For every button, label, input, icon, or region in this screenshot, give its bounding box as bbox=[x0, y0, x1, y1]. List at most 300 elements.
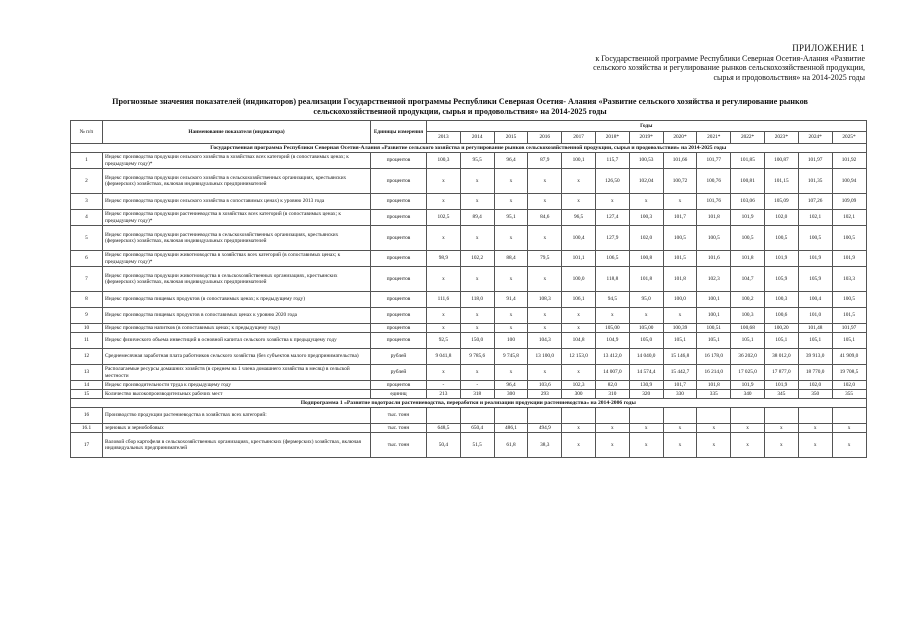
unit-cell: процентов bbox=[371, 251, 427, 267]
value-cell: 340 bbox=[731, 390, 765, 399]
value-cell: 9 041,8 bbox=[427, 349, 461, 365]
value-cell: 101,8 bbox=[663, 267, 697, 292]
value-cell: 100,4 bbox=[798, 292, 832, 308]
value-cell: 101,66 bbox=[663, 153, 697, 169]
header-year: 2014 bbox=[460, 132, 494, 144]
unit-cell: тыс. тонн bbox=[371, 433, 427, 458]
value-cell bbox=[629, 408, 663, 424]
value-cell: 19 708,5 bbox=[832, 365, 866, 381]
header-year: 2018* bbox=[595, 132, 629, 144]
row-number: 15 bbox=[71, 390, 103, 399]
value-cell bbox=[731, 408, 765, 424]
value-cell: x bbox=[663, 194, 697, 210]
value-cell: 14 574,4 bbox=[629, 365, 663, 381]
indicator-name: Среднемесячная заработная плата работников сельского хозяйства (без субъектов малого предпринимательства) bbox=[103, 349, 371, 365]
value-cell: - bbox=[460, 381, 494, 390]
document-title-line: Прогнозные значения показателей (индикаторов) реализации Государственной программы Республики Северная Осетия- Алания «Развитие сельского хозяйства и регулирование рынков bbox=[112, 97, 808, 106]
value-cell: 14 040,0 bbox=[629, 349, 663, 365]
value-cell: 101,76 bbox=[697, 194, 731, 210]
value-cell: 105,1 bbox=[697, 333, 731, 349]
row-number: 7 bbox=[71, 267, 103, 292]
value-cell bbox=[798, 408, 832, 424]
value-cell: x bbox=[460, 365, 494, 381]
value-cell: 96,4 bbox=[494, 153, 528, 169]
row-number: 1 bbox=[71, 153, 103, 169]
document-title-line: сельскохозяйственной продукции, сырья и продовольствия» на 2014-2025 годы bbox=[313, 107, 607, 116]
row-number: 3 bbox=[71, 194, 103, 210]
value-cell: x bbox=[663, 433, 697, 458]
appendix-block bbox=[565, 44, 865, 82]
table-row bbox=[71, 292, 867, 308]
value-cell: x bbox=[629, 308, 663, 324]
value-cell: 102,5 bbox=[427, 210, 461, 226]
value-cell: 50,4 bbox=[427, 433, 461, 458]
table-row bbox=[71, 324, 867, 333]
value-cell bbox=[528, 408, 562, 424]
value-cell: 115,7 bbox=[595, 153, 629, 169]
value-cell: 15 146,8 bbox=[663, 349, 697, 365]
value-cell bbox=[697, 408, 731, 424]
value-cell: 102,04 bbox=[629, 169, 663, 194]
value-cell: 12 153,0 bbox=[562, 349, 596, 365]
value-cell: 100,51 bbox=[697, 324, 731, 333]
header-year: 2015 bbox=[494, 132, 528, 144]
row-number: 16.1 bbox=[71, 424, 103, 433]
indicator-name: Валовой сбор картофеля в сельскохозяйственных организациях, крестьянских (фермерских) хозяйствах, включая индивидуальных предпринимателей bbox=[103, 433, 371, 458]
value-cell: 101,9 bbox=[731, 381, 765, 390]
table-row bbox=[71, 408, 867, 424]
value-cell: x bbox=[427, 169, 461, 194]
value-cell: x bbox=[832, 424, 866, 433]
indicator-name: Индекс производства пищевых продуктов (в сопоставимых ценах; к предыдущему году) bbox=[103, 292, 371, 308]
value-cell: 102,1 bbox=[798, 210, 832, 226]
value-cell: 648,5 bbox=[427, 424, 461, 433]
table-row bbox=[71, 308, 867, 324]
value-cell: 650,4 bbox=[460, 424, 494, 433]
value-cell: x bbox=[562, 324, 596, 333]
row-number: 9 bbox=[71, 308, 103, 324]
table-row bbox=[71, 433, 867, 458]
value-cell: 13 412,0 bbox=[595, 349, 629, 365]
document-title bbox=[70, 97, 850, 117]
indicator-name: Индекс производства продукции животноводства в сельскохозяйственных организациях, крестьянских (фермерских) хозяйствах, включая индивидуальных предпринимателей bbox=[103, 267, 371, 292]
value-cell: 105,1 bbox=[663, 333, 697, 349]
value-cell: 88,4 bbox=[494, 251, 528, 267]
value-cell: 101,0 bbox=[798, 308, 832, 324]
value-cell: 100,3 bbox=[731, 308, 765, 324]
value-cell: 105,0 bbox=[629, 333, 663, 349]
header-year: 2021* bbox=[697, 132, 731, 144]
value-cell: 82,0 bbox=[595, 381, 629, 390]
value-cell: 101,97 bbox=[798, 153, 832, 169]
value-cell: 100,1 bbox=[562, 153, 596, 169]
value-cell: x bbox=[494, 194, 528, 210]
value-cell: 102,0 bbox=[832, 381, 866, 390]
value-cell: 95,5 bbox=[460, 153, 494, 169]
unit-cell: процентов bbox=[371, 308, 427, 324]
table-row bbox=[71, 226, 867, 251]
value-cell: 87,9 bbox=[528, 153, 562, 169]
value-cell: 100,1 bbox=[697, 308, 731, 324]
value-cell: 101,92 bbox=[832, 153, 866, 169]
value-cell: 105,00 bbox=[629, 324, 663, 333]
value-cell: x bbox=[494, 365, 528, 381]
unit-cell: процентов bbox=[371, 267, 427, 292]
header-year: 2025* bbox=[832, 132, 866, 144]
value-cell: 100,4 bbox=[562, 226, 596, 251]
unit-cell: процентов bbox=[371, 333, 427, 349]
value-cell bbox=[832, 408, 866, 424]
header-num: № п/п bbox=[71, 121, 103, 144]
value-cell: 101,85 bbox=[731, 153, 765, 169]
value-cell: 100,5 bbox=[798, 226, 832, 251]
table-row bbox=[71, 381, 867, 390]
value-cell: x bbox=[562, 308, 596, 324]
value-cell bbox=[595, 408, 629, 424]
value-cell: 105,1 bbox=[798, 333, 832, 349]
row-number: 17 bbox=[71, 433, 103, 458]
table-row bbox=[71, 169, 867, 194]
value-cell: 100,5 bbox=[832, 226, 866, 251]
unit-cell: процентов bbox=[371, 169, 427, 194]
value-cell: x bbox=[629, 424, 663, 433]
unit-cell: процентов bbox=[371, 381, 427, 390]
table-row bbox=[71, 365, 867, 381]
value-cell: 130,9 bbox=[629, 381, 663, 390]
value-cell: x bbox=[494, 308, 528, 324]
value-cell: x bbox=[663, 424, 697, 433]
value-cell: 95,1 bbox=[494, 210, 528, 226]
value-cell: 104,7 bbox=[731, 267, 765, 292]
value-cell: 104,9 bbox=[595, 333, 629, 349]
value-cell: 100,39 bbox=[663, 324, 697, 333]
value-cell: 293 bbox=[528, 390, 562, 399]
value-cell: 101,1 bbox=[562, 251, 596, 267]
unit-cell: тыс. тонн bbox=[371, 424, 427, 433]
unit-cell: процентов bbox=[371, 226, 427, 251]
indicator-name: Количество высокопроизводительных рабочих мест bbox=[103, 390, 371, 399]
value-cell: 105,09 bbox=[764, 194, 798, 210]
indicator-name: Индекс производства продукции сельского хозяйства в сельскохозяйственных организациях, крестьянских (фермерских) хозяйствах, включая индивидуальных предпринимателей bbox=[103, 169, 371, 194]
row-number: 4 bbox=[71, 210, 103, 226]
unit-cell: процентов bbox=[371, 324, 427, 333]
value-cell: 95,0 bbox=[629, 292, 663, 308]
value-cell: 101,35 bbox=[798, 169, 832, 194]
value-cell: 127,4 bbox=[595, 210, 629, 226]
value-cell: 61,8 bbox=[494, 433, 528, 458]
value-cell: 100,8 bbox=[629, 251, 663, 267]
value-cell: 118,0 bbox=[460, 292, 494, 308]
value-cell: x bbox=[629, 433, 663, 458]
section-program-label: Государственная программа Республики Северная Осетия-Алания «Развитие сельского хозяйства и регулирование рынков сельскохозяйственной продукции, сырья и продовольствия» на 2014-2025 годы bbox=[71, 144, 867, 153]
value-cell: 89,4 bbox=[460, 210, 494, 226]
value-cell: x bbox=[798, 433, 832, 458]
value-cell: 494,9 bbox=[528, 424, 562, 433]
value-cell: 100,2 bbox=[731, 292, 765, 308]
value-cell bbox=[494, 408, 528, 424]
indicator-name: Индекс производства продукции животноводства в хозяйствах всех категорий (в сопоставимых ценах; к предыдущему году)* bbox=[103, 251, 371, 267]
row-number: 10 bbox=[71, 324, 103, 333]
value-cell: 101,15 bbox=[764, 169, 798, 194]
value-cell: 101,97 bbox=[832, 324, 866, 333]
value-cell: 320 bbox=[629, 390, 663, 399]
value-cell: 39 913,0 bbox=[798, 349, 832, 365]
indicator-name: Производство продукции растениеводства в хозяйствах всех категорий: bbox=[103, 408, 371, 424]
value-cell: 100,6 bbox=[764, 308, 798, 324]
value-cell: x bbox=[731, 433, 765, 458]
value-cell: 105,9 bbox=[798, 267, 832, 292]
value-cell: 105,1 bbox=[731, 333, 765, 349]
value-cell: 101,6 bbox=[697, 251, 731, 267]
value-cell: x bbox=[494, 267, 528, 292]
value-cell: 310 bbox=[595, 390, 629, 399]
indicator-name: Индекс производства пищевых продуктов в сопоставимых ценах к уровню 2020 года bbox=[103, 308, 371, 324]
value-cell: 100,3 bbox=[629, 210, 663, 226]
row-number: 13 bbox=[71, 365, 103, 381]
value-cell: x bbox=[595, 308, 629, 324]
value-cell: x bbox=[528, 365, 562, 381]
row-number: 6 bbox=[71, 251, 103, 267]
value-cell: 101,9 bbox=[764, 381, 798, 390]
value-cell: 17 877,0 bbox=[764, 365, 798, 381]
appendix-line: сельского хозяйства и регулирование рынков сельскохозяйственной продукции, bbox=[593, 63, 865, 72]
value-cell: 36 202,0 bbox=[731, 349, 765, 365]
value-cell: 101,9 bbox=[764, 251, 798, 267]
value-cell: 100,3 bbox=[764, 292, 798, 308]
value-cell: 18 770,0 bbox=[798, 365, 832, 381]
header-year: 2020* bbox=[663, 132, 697, 144]
value-cell: 100,5 bbox=[697, 226, 731, 251]
value-cell: x bbox=[595, 433, 629, 458]
value-cell: x bbox=[562, 433, 596, 458]
value-cell: x bbox=[595, 424, 629, 433]
value-cell: x bbox=[528, 169, 562, 194]
value-cell: 100,81 bbox=[731, 169, 765, 194]
value-cell: x bbox=[731, 424, 765, 433]
value-cell: x bbox=[494, 324, 528, 333]
value-cell: 101,9 bbox=[832, 251, 866, 267]
unit-cell: процентов bbox=[371, 292, 427, 308]
value-cell: x bbox=[427, 365, 461, 381]
value-cell: 38,3 bbox=[528, 433, 562, 458]
value-cell: 213 bbox=[427, 390, 461, 399]
value-cell: x bbox=[460, 308, 494, 324]
indicator-name: Индекс производства напитков (в сопоставимых ценах; к предыдущему году) bbox=[103, 324, 371, 333]
value-cell: 100,68 bbox=[731, 324, 765, 333]
value-cell: 100,5 bbox=[731, 226, 765, 251]
appendix-title: ПРИЛОЖЕНИЕ 1 bbox=[792, 43, 865, 53]
value-cell: x bbox=[798, 424, 832, 433]
value-cell: 102,2 bbox=[460, 251, 494, 267]
section-program bbox=[71, 144, 867, 153]
row-number: 16 bbox=[71, 408, 103, 424]
value-cell: 300 bbox=[562, 390, 596, 399]
header-year: 2017 bbox=[562, 132, 596, 144]
value-cell: 100,20 bbox=[764, 324, 798, 333]
value-cell: 101,7 bbox=[663, 210, 697, 226]
value-cell: x bbox=[697, 433, 731, 458]
value-cell: x bbox=[460, 267, 494, 292]
value-cell: 101,5 bbox=[663, 251, 697, 267]
row-number: 5 bbox=[71, 226, 103, 251]
value-cell: 106,1 bbox=[562, 292, 596, 308]
value-cell: 98,9 bbox=[427, 251, 461, 267]
value-cell: x bbox=[460, 194, 494, 210]
value-cell: x bbox=[494, 169, 528, 194]
value-cell: 102,0 bbox=[629, 226, 663, 251]
value-cell: 103,6 bbox=[528, 381, 562, 390]
table-row bbox=[71, 210, 867, 226]
unit-cell: тыс. тонн bbox=[371, 408, 427, 424]
value-cell: 9 785,6 bbox=[460, 349, 494, 365]
value-cell: 100,3 bbox=[427, 153, 461, 169]
value-cell: 101,48 bbox=[798, 324, 832, 333]
value-cell: x bbox=[528, 226, 562, 251]
value-cell: x bbox=[460, 226, 494, 251]
value-cell: 100,5 bbox=[764, 226, 798, 251]
value-cell: x bbox=[629, 194, 663, 210]
value-cell: 100,72 bbox=[663, 169, 697, 194]
value-cell: x bbox=[832, 433, 866, 458]
appendix-line: к Государственной программе Республики Северная Осетия-Алания «Развитие bbox=[595, 53, 865, 63]
value-cell: 100,0 bbox=[663, 292, 697, 308]
value-cell: 100,0 bbox=[562, 267, 596, 292]
value-cell: 101,9 bbox=[731, 210, 765, 226]
value-cell: - bbox=[427, 381, 461, 390]
value-cell: 51,5 bbox=[460, 433, 494, 458]
value-cell: x bbox=[427, 226, 461, 251]
value-cell: 107,26 bbox=[798, 194, 832, 210]
value-cell: 127,9 bbox=[595, 226, 629, 251]
indicator-name: Индекс физического объема инвестиций в основной капитал сельского хозяйства к предыдущему году bbox=[103, 333, 371, 349]
value-cell: 15 442,7 bbox=[663, 365, 697, 381]
table-row bbox=[71, 251, 867, 267]
value-cell: 486,1 bbox=[494, 424, 528, 433]
value-cell bbox=[764, 408, 798, 424]
value-cell: x bbox=[528, 267, 562, 292]
header-year: 2023* bbox=[764, 132, 798, 144]
row-number: 8 bbox=[71, 292, 103, 308]
header-name: Наименование показателя (индикатора) bbox=[103, 121, 371, 144]
value-cell: 101,5 bbox=[832, 308, 866, 324]
value-cell: 102,0 bbox=[764, 210, 798, 226]
unit-cell: процентов bbox=[371, 153, 427, 169]
indicator-name: Индекс производства продукции растениеводства в сельскохозяйственных организациях, крестьянских (фермерских) хозяйствах, включая индивидуальных предпринимателей bbox=[103, 226, 371, 251]
value-cell: 41 909,0 bbox=[832, 349, 866, 365]
value-cell: x bbox=[427, 194, 461, 210]
unit-cell: процентов bbox=[371, 210, 427, 226]
value-cell: x bbox=[562, 424, 596, 433]
table-row bbox=[71, 333, 867, 349]
value-cell: 102,3 bbox=[697, 267, 731, 292]
value-cell: 84,6 bbox=[528, 210, 562, 226]
value-cell bbox=[663, 408, 697, 424]
table-row bbox=[71, 153, 867, 169]
value-cell: x bbox=[764, 424, 798, 433]
value-cell: 101,8 bbox=[629, 267, 663, 292]
value-cell: 96,4 bbox=[494, 381, 528, 390]
value-cell: 105,9 bbox=[764, 267, 798, 292]
value-cell: x bbox=[460, 324, 494, 333]
header-year: 2024* bbox=[798, 132, 832, 144]
value-cell: 38 012,0 bbox=[764, 349, 798, 365]
value-cell: x bbox=[562, 169, 596, 194]
value-cell: x bbox=[528, 324, 562, 333]
value-cell: x bbox=[528, 194, 562, 210]
table-row bbox=[71, 194, 867, 210]
value-cell: 16 214,0 bbox=[697, 365, 731, 381]
value-cell: 100,94 bbox=[832, 169, 866, 194]
value-cell: 108,3 bbox=[528, 292, 562, 308]
value-cell: 91,4 bbox=[494, 292, 528, 308]
header-year: 2019* bbox=[629, 132, 663, 144]
value-cell: 94,5 bbox=[595, 292, 629, 308]
value-cell: x bbox=[595, 194, 629, 210]
value-cell: 101,9 bbox=[798, 251, 832, 267]
table-row bbox=[71, 267, 867, 292]
value-cell: x bbox=[460, 169, 494, 194]
unit-cell: рублей bbox=[371, 349, 427, 365]
value-cell: 111,6 bbox=[427, 292, 461, 308]
value-cell: 126,50 bbox=[595, 169, 629, 194]
value-cell: 104,8 bbox=[562, 333, 596, 349]
table-row bbox=[71, 349, 867, 365]
value-cell: 118,8 bbox=[595, 267, 629, 292]
indicator-name: Индекс производительности труда к предыдущему году bbox=[103, 381, 371, 390]
value-cell: x bbox=[494, 226, 528, 251]
value-cell: 330 bbox=[663, 390, 697, 399]
value-cell bbox=[427, 408, 461, 424]
value-cell: x bbox=[697, 424, 731, 433]
value-cell: 350 bbox=[798, 390, 832, 399]
table-row bbox=[71, 390, 867, 399]
value-cell: 101,77 bbox=[697, 153, 731, 169]
value-cell: 106,5 bbox=[595, 251, 629, 267]
value-cell: 101,8 bbox=[731, 251, 765, 267]
value-cell: 14 007,0 bbox=[595, 365, 629, 381]
indicator-name: Индекс производства продукции сельского хозяйства в хозяйствах всех категорий (в сопоставимых ценах; к предыдущему году)* bbox=[103, 153, 371, 169]
value-cell: 100,5 bbox=[832, 292, 866, 308]
unit-cell: единиц bbox=[371, 390, 427, 399]
row-number: 2 bbox=[71, 169, 103, 194]
value-cell: 345 bbox=[764, 390, 798, 399]
indicator-name: Индекс производства продукции сельского хозяйства в сопоставимых ценах) к уровню 2013 года bbox=[103, 194, 371, 210]
value-cell bbox=[460, 408, 494, 424]
header-years-label: Годы bbox=[427, 121, 867, 132]
value-cell: 79,5 bbox=[528, 251, 562, 267]
value-cell: 300 bbox=[494, 390, 528, 399]
table-row bbox=[71, 424, 867, 433]
value-cell: 104,3 bbox=[528, 333, 562, 349]
value-cell: x bbox=[764, 433, 798, 458]
value-cell: 103,06 bbox=[731, 194, 765, 210]
appendix-line: сырья и продовольствия» на 2014-2025 годы bbox=[713, 72, 865, 82]
value-cell: 105,1 bbox=[832, 333, 866, 349]
value-cell: 150,0 bbox=[460, 333, 494, 349]
section-subprogram bbox=[71, 399, 867, 408]
value-cell: 16 178,0 bbox=[697, 349, 731, 365]
header-year: 2022* bbox=[731, 132, 765, 144]
value-cell: 100,53 bbox=[629, 153, 663, 169]
value-cell: 92,5 bbox=[427, 333, 461, 349]
value-cell: x bbox=[427, 267, 461, 292]
value-cell bbox=[562, 408, 596, 424]
value-cell: 100,5 bbox=[663, 226, 697, 251]
value-cell: 102,0 bbox=[798, 381, 832, 390]
value-cell: 101,8 bbox=[697, 210, 731, 226]
value-cell: 105,00 bbox=[595, 324, 629, 333]
unit-cell: рублей bbox=[371, 365, 427, 381]
